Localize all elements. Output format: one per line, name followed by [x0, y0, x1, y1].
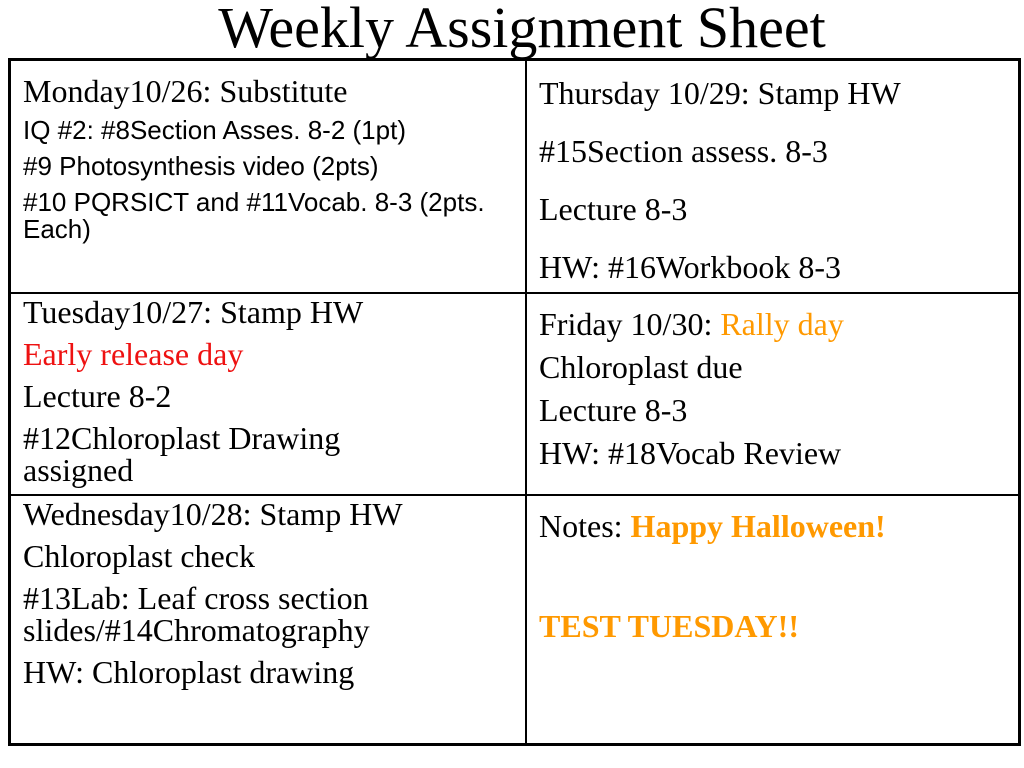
monday-line-2: #9 Photosynthesis video (2pts) — [23, 151, 379, 181]
thursday-cell — [526, 60, 1020, 294]
early-release-notice: Early release day — [23, 336, 244, 372]
thursday-line-1: #15Section assess. 8-3 — [539, 133, 828, 169]
table-row — [10, 60, 1020, 294]
notes-cell — [526, 495, 1020, 745]
wednesday-cell — [10, 495, 527, 745]
wednesday-line-3: HW: Chloroplast drawing — [23, 654, 355, 690]
tuesday-line-2: #12Chloroplast Drawing assigned — [23, 420, 349, 488]
wednesday-line-2: #13Lab: Leaf cross section slides/#14Chromatography — [23, 580, 377, 648]
test-notice: TEST TUESDAY!! — [539, 608, 799, 644]
monday-cell — [10, 60, 527, 294]
notes-label: Notes: — [539, 508, 631, 544]
table-row — [10, 495, 1020, 745]
friday-line-2: Lecture 8-3 — [539, 392, 688, 428]
notes-line — [539, 510, 1018, 542]
tuesday-cell — [10, 293, 527, 495]
wednesday-line-1: Chloroplast check — [23, 538, 255, 574]
friday-line-3: HW: #18Vocab Review — [539, 435, 842, 471]
friday-line-1: Chloroplast due — [539, 349, 743, 385]
thursday-line-2: Lecture 8-3 — [539, 191, 688, 227]
tuesday-line-1: Lecture 8-2 — [23, 378, 172, 414]
friday-heading-prefix: Friday 10/30: — [539, 306, 721, 342]
halloween-greeting: Happy Halloween! — [630, 508, 886, 544]
friday-cell — [526, 293, 1020, 495]
tuesday-heading: Tuesday10/27: Stamp HW — [23, 294, 364, 330]
monday-line-3: #10 PQRSICT and #11Vocab. 8-3 (2pts. Each) — [23, 187, 485, 244]
assignment-table — [8, 58, 1021, 746]
rally-day-label: Rally day — [720, 306, 844, 342]
thursday-heading: Thursday 10/29: Stamp HW — [539, 75, 901, 111]
friday-heading — [539, 308, 1018, 340]
monday-heading: Monday10/26: Substitute — [23, 73, 348, 109]
monday-line-1: IQ #2: #8Section Asses. 8-2 (1pt) — [23, 115, 406, 145]
page-title: Weekly Assignment Sheet — [218, 0, 826, 60]
table-row — [10, 293, 1020, 495]
wednesday-heading: Wednesday10/28: Stamp HW — [23, 496, 403, 532]
thursday-line-3: HW: #16Workbook 8-3 — [539, 249, 841, 285]
